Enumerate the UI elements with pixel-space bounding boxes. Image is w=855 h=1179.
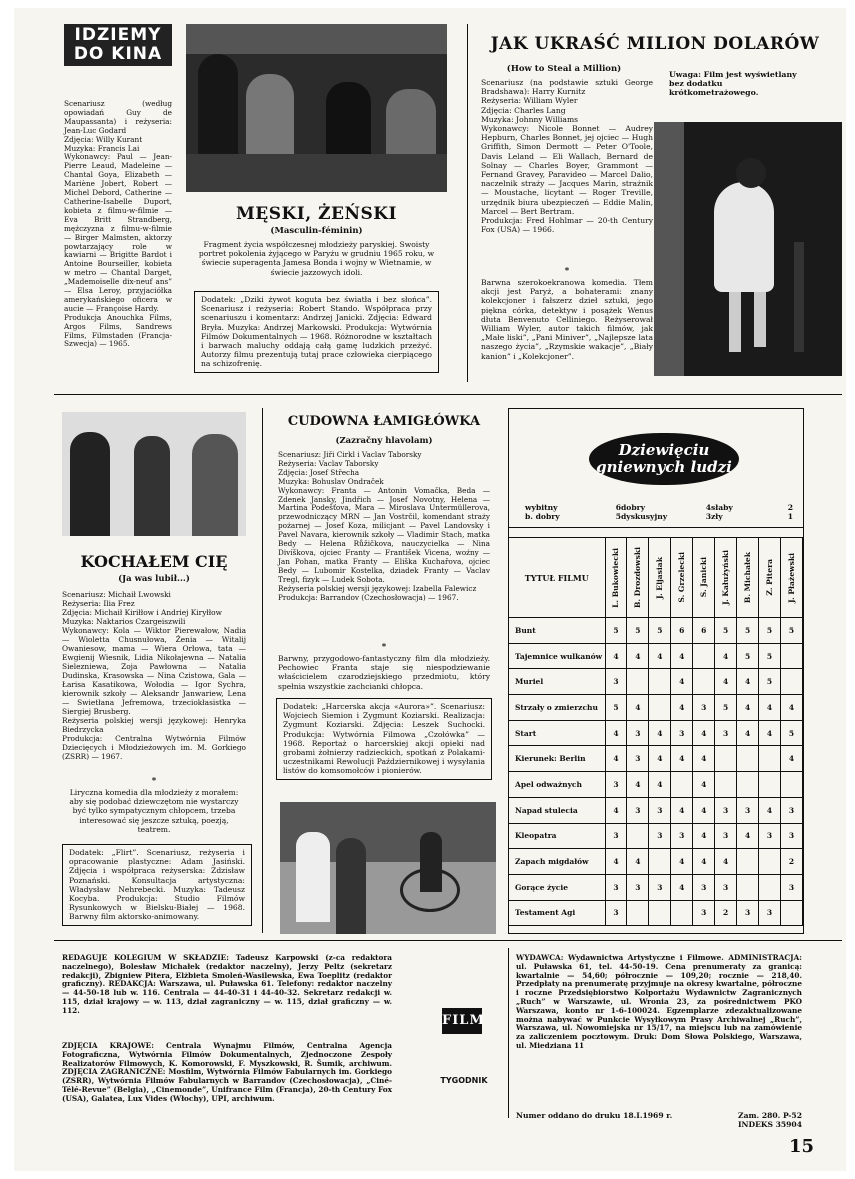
rating-score: 3 xyxy=(649,797,671,823)
rating-score: 5 xyxy=(781,720,803,746)
rating-legend-cell: b. dobry xyxy=(525,512,560,521)
rating-score: 5 xyxy=(781,618,803,644)
rating-score: 5 xyxy=(605,695,627,721)
film-logo xyxy=(442,1008,485,1034)
rating-score: 3 xyxy=(715,874,737,900)
divider xyxy=(509,527,803,528)
rating-score: 4 xyxy=(759,695,781,721)
cud-desc: Barwny, przygodowo-fantastyczny film dla młodzieży. Pechowiec Franta staje się niespodziewanie właścicielem czarodziejskiego przedmiotu, który spełnia wszystkie zachcianki chłopca. xyxy=(278,654,490,691)
rating-score xyxy=(737,746,759,772)
rating-score: 3 xyxy=(781,874,803,900)
kocha-credits: Scenariusz: Michaił Lwowski Reżyseria: Ilia Frez Zdjęcia: Michaił Kiriłłow i Andriej Kiryłłow Muzyka: Naktarios Czargeiszwili Wykonawcy: Kola — Wiktor Pierewałow, Nadia — Wioletta Chusnułowa, Żenia — Witalij Owaniesow, mama — Wiera Orłowa, tata — Ewgienij Wiesnik, Lidia Nikołajewna — Natalia Sielezniewa, Zoja Pawłowna — Natalia Dudinska, Krasowska — Nina Czistowa, Gala — Łarisa Kasatikowa, Wołodia — Igor Sychra, kierownik szkoły — Aleksandr Janwariew, Lena — Swietłana Jefremowa, trzeciokłasistka — Siergiej Brusberg. Reżyseria polskiej wersji językowej: Henryka Biedrzycka Produkcja: Centralna Wytwórnia Filmów Dziecięcych i Młodzieżowych im. M. Gorkiego (ZSRR) — 1967. xyxy=(62,590,246,761)
rating-film-title: Zapach migdałów xyxy=(509,849,605,875)
film-logo-text: FILM xyxy=(442,1013,485,1028)
rating-score xyxy=(781,643,803,669)
rating-row xyxy=(509,746,803,772)
divider xyxy=(262,408,263,933)
rating-film-title: Napad stulecia xyxy=(509,797,605,823)
rating-score xyxy=(759,746,781,772)
meski-addon-box: Dodatek: „Dziki żywot koguta bez światła i bez słońca”. Scenariusz i reżyseria: Robert Stando. Współpraca przy scenariuszu i komentarz: Andrzej Janicki. Zdjęcia: Edward Bryła. Muzyka: Andrzej Markowski. Produkcja: Wytwórnia Filmów Dokumentalnych — 1968. Różnorodne w kształtach i barwach maluchy oddają całą gamę ludzkich przeżyć. Autorzy filmu prezentują tutaj prace człowieka cierpiącego na schizofrenię. xyxy=(194,291,439,373)
cud-subtitle: (Zazračny hlavolam) xyxy=(335,436,433,446)
rating-score: 3 xyxy=(649,874,671,900)
rating-score xyxy=(693,669,715,695)
rating-row xyxy=(509,823,803,849)
rating-legend-row xyxy=(525,503,793,512)
jak-desc: Barwna szerokoekranowa komedia. Tłem akcji jest Paryż, a bohaterami: znany kolekcjoner i fałszerz dzieł sztuki, jego piękna córka, detektyw i posążek Wenus dłuta Benvenuto Celliniego. Reżyserował William Wyler, autor takich filmów, jak „Małe liski”, „Pani Miniver”, „Najlepsze lata naszego życia”, „Rzymskie wakacje”, „Biały kanion” i „Kolekcjoner”. xyxy=(481,278,653,361)
rating-score: 4 xyxy=(693,849,715,875)
critic-name-text: B. Drozdowski xyxy=(632,546,642,608)
rating-score: 4 xyxy=(737,823,759,849)
rating-row xyxy=(509,874,803,900)
rating-score: 4 xyxy=(605,643,627,669)
rating-score: 3 xyxy=(605,900,627,926)
rating-score: 6 xyxy=(693,618,715,644)
rating-film-title: Muriel xyxy=(509,669,605,695)
critic-name-text: L. Bukowiecki xyxy=(610,547,620,608)
rating-score: 3 xyxy=(715,720,737,746)
rating-score: 3 xyxy=(781,823,803,849)
rating-score xyxy=(737,849,759,875)
rating-score: 4 xyxy=(759,720,781,746)
rating-score: 4 xyxy=(715,643,737,669)
rating-score: 5 xyxy=(715,695,737,721)
rating-score: 4 xyxy=(627,643,649,669)
cud-addon-box: Dodatek: „Harcerska akcja «Aurora»”. Scenariusz: Wojciech Siemion i Zygmunt Koziarski. Realizacja: Zygmunt Koziarski. Zdjęcia: Leszek Suchocki. Produkcja: Wytwórnia Filmowa „Czołówka” — 1968. Reportaż o harcerskiej akcji opieki nad grobami żołnierzy radzieckich, spotkań z Polakami-uczestnikami Rewolucji Październikowej i wysyłania listów do komsomołców i pionierów. xyxy=(276,698,492,780)
rating-score: 4 xyxy=(737,695,759,721)
rating-score: 3 xyxy=(759,900,781,926)
rating-legend-cell: 3 xyxy=(705,512,711,521)
rating-row xyxy=(509,618,803,644)
critic-name xyxy=(671,538,693,618)
rating-score: 3 xyxy=(605,823,627,849)
rating-score: 5 xyxy=(649,618,671,644)
critic-name-text: S. Grzelecki xyxy=(676,552,686,603)
footer-numer: Numer oddano do druku 18.I.1969 r. xyxy=(516,1111,673,1120)
rating-score xyxy=(693,643,715,669)
footer-zdjecia: ZDJĘCIA KRAJOWE: Centrala Wynajmu Filmów, Centralna Agencja Fotograficzna, Wytwórnia Filmów Dokumentalnych, Zjednoczone Zespoły Realizatorów Filmowych, K. Komorowski, F. Myszkowski, R. Šumik, archiwum. ZDJĘCIA ZAGRANICZNE: Mosfilm, Wytwórnia Filmów Fabularnych im. Gorkiego (ZSRR), Wytwórnia Filmów Fabularnych w Barrandov (Czechosłowacja), „Ciné-Télé-Revue” (Belgia), „Cinemonde”, Unifrance Film (Francja), 20-th Century Fox (USA), Galatea, Lux Vides (Włochy), UPI, archiwum. xyxy=(62,1041,392,1103)
rating-score: 4 xyxy=(781,746,803,772)
rating-score xyxy=(627,669,649,695)
rating-score: 5 xyxy=(605,618,627,644)
rating-score: 3 xyxy=(715,823,737,849)
rating-legend-cell: słaby xyxy=(711,503,733,512)
rating-score xyxy=(715,746,737,772)
rating-score: 3 xyxy=(605,669,627,695)
rating-score: 4 xyxy=(737,720,759,746)
rating-film-title: Kierunek: Berlin xyxy=(509,746,605,772)
rating-score: 4 xyxy=(671,849,693,875)
rating-score: 3 xyxy=(627,797,649,823)
rating-score xyxy=(671,772,693,798)
rating-legend-cell: 6 xyxy=(615,503,621,512)
critic-name xyxy=(693,538,715,618)
rating-score xyxy=(715,772,737,798)
rating-score: 4 xyxy=(627,695,649,721)
rating-score: 4 xyxy=(671,643,693,669)
rating-legend-cell: 4 xyxy=(705,503,711,512)
rating-score: 3 xyxy=(715,797,737,823)
rating-score: 4 xyxy=(649,772,671,798)
divider xyxy=(54,394,842,395)
footer-wydawca: WYDAWCA: Wydawnictwa Artystyczne i Filmowe. ADMINISTRACJA: ul. Puławska 61, tel. 44-50-19. Cena prenumeraty za granicą: kwartalnie — 54,60; półrocznie — 109,20; rocznie — 218,40. Przedpłaty na prenumeratę przyjmuje na okresy kwartalne, półroczne i roczne Przedsiębiorstwo Kolportażu Wydawnictw Zagranicznych „Ruch” w Warszawie, ul. Wronia 23, za pośrednictwem PKO Warszawa, konto nr 1-6-100024. Egzemplarze zdezaktualizowane można nabywać w Punkcie Wysyłkowym Prasy Archiwalnej „Ruch”, Warszawa, ul. Nowomiejska nr 15/17, na miejscu lub na zamówienie za zaliczeniem pocztowym. Druk: Dom Słowa Polskiego, Warszawa, ul. Miedziana 11 xyxy=(516,953,802,1050)
rating-score xyxy=(649,900,671,926)
rating-legend-cell: 5 xyxy=(615,512,621,521)
rating-score: 4 xyxy=(649,643,671,669)
rating-score xyxy=(781,669,803,695)
rating-score: 3 xyxy=(693,874,715,900)
rating-score: 4 xyxy=(693,797,715,823)
footer-redakcja: REDAGUJE KOLEGIUM W SKŁADZIE: Tadeusz Karpowski (z-ca redaktora naczelnego), Bolesław Michałek (redaktor naczelny), Jerzy Peltz (sekretarz redakcji), Zbigniew Pitera, Elżbieta Smoleń-Wasilewska, Ewa Toeplitz (redaktor graficzny). REDAKCJA: Warszawa, ul. Puławska 61. Telefony: redaktor naczelny — 44-50-18 lub w. 116. Centrala — 44-40-31 i 44-40-32. Sekretarz redakcji w. 115, dział krajowy — w. 113, dział zagraniczny — w. 115, dział graficzny — w. 112. xyxy=(62,953,392,1015)
rating-score: 5 xyxy=(737,643,759,669)
rating-score: 3 xyxy=(605,772,627,798)
rating-legend-row xyxy=(525,512,793,521)
rating-score: 3 xyxy=(649,823,671,849)
meski-desc: Fragment życia współczesnej młodzieży paryskiej. Swoisty portret pokolenia żyjącego w Paryżu w grudniu 1965 roku, w świecie superagenta Jamesa Bonda i wojny w Wietnamie, w świecie jazzowych idoli. xyxy=(198,240,435,277)
page-number: 15 xyxy=(788,1136,814,1157)
critic-name-text: J. Eljasiak xyxy=(654,556,664,599)
rating-score: 3 xyxy=(671,720,693,746)
rating-score xyxy=(781,772,803,798)
rating-row xyxy=(509,720,803,746)
rating-score xyxy=(649,669,671,695)
rating-score: 4 xyxy=(627,772,649,798)
rating-score: 2 xyxy=(715,900,737,926)
rating-score xyxy=(627,900,649,926)
kocha-subtitle: (Ja was lubił...) xyxy=(118,574,190,584)
divider xyxy=(508,948,509,1118)
rating-film-title: Apel odważnych xyxy=(509,772,605,798)
critic-name-text: J. Kałużyński xyxy=(720,550,730,605)
rating-score: 6 xyxy=(671,618,693,644)
rating-score: 5 xyxy=(759,618,781,644)
kocha-addon-box: Dodatek: „Flirt”. Scenariusz, reżyseria i opracowanie plastyczne: Adam Jasiński. Zdjęcia i współpraca reżyserska: Zdzisław Poznański. Konsultacja artystyczna: Władysław Nehrebecki. Muzyka: Tadeusz Kocyba. Produkcja: Studio Filmów Rysunkowych w Bielsku-Białej — 1968. Barwny film aktorsko-animowany. xyxy=(62,844,252,926)
rating-legend-cell: dobry xyxy=(621,503,646,512)
rating-legend-cell: 2 xyxy=(787,503,793,512)
meski-photo xyxy=(186,24,447,192)
rating-score: 4 xyxy=(605,720,627,746)
rating-score: 3 xyxy=(737,900,759,926)
rating-film-title: Bunt xyxy=(509,618,605,644)
rating-row xyxy=(509,695,803,721)
cud-credits: Scenariusz: Jiři Cirkl i Vaclav Taborsky Reżyseria: Vaclav Taborsky Zdjęcia: Josef Střecha Muzyka: Bohuslav Ondraček Wykonawcy: Franta — Antonin Vomačka, Beda — Zdenek Jansky, Jindřich — Josef Novotny, Helena — Martina Podešťova, Mara — Miroslava Untermüllerova, przewodniczący MRN — Jan Vostrčil, komendant straży pożarnej — Josef Koza, milicjant — Pavel Landovsky i Pavel Navara, kierownik szkoły — Vladimir Stach, matka Bedy — Helena Růžičkova, nauczycielka — Nina Divíškova, ojciec Franty — František Vicena, woźny — Jan Pohan, matka Franty — Eliška Kuchařova, ojciec Bedy — Lubomir Kostelka, dziadek Franty — Vaclav Tregl, fizyk — Ludek Sobota. Reżyseria polskiej wersji językowej: Izabella Falewicz Produkcja: Barrandov (Czechosłowacja) — 1967. xyxy=(278,450,490,602)
rating-legend-cell: wybitny xyxy=(525,503,558,512)
rating-legend-cell: dyskusyjny xyxy=(621,512,668,521)
rating-score: 3 xyxy=(759,823,781,849)
rating-panel xyxy=(508,408,804,934)
footer-zam: Zam. 280. P-52 xyxy=(738,1111,802,1120)
cud-star: * xyxy=(381,642,387,652)
rating-row xyxy=(509,669,803,695)
rating-score: 4 xyxy=(627,849,649,875)
jak-note: Uwaga: Film jest wyświetlany bez dodatku krótkometrażowego. xyxy=(669,70,797,97)
rating-score: 4 xyxy=(693,720,715,746)
rating-score: 4 xyxy=(605,746,627,772)
rating-score: 3 xyxy=(737,797,759,823)
rating-badge-line1: Dziewięciu xyxy=(618,441,710,459)
rating-row xyxy=(509,900,803,926)
kocha-photo xyxy=(62,412,246,536)
rating-score xyxy=(759,874,781,900)
rating-score xyxy=(737,772,759,798)
logo-line1: IDZIEMY xyxy=(74,25,162,45)
rating-score: 3 xyxy=(781,797,803,823)
rating-score: 3 xyxy=(627,720,649,746)
rating-header-row xyxy=(509,538,803,618)
rating-row xyxy=(509,797,803,823)
rating-film-title: Tajemnice wulkanów xyxy=(509,643,605,669)
rating-score xyxy=(781,900,803,926)
rating-score: 4 xyxy=(671,669,693,695)
rating-score xyxy=(649,695,671,721)
rating-score: 4 xyxy=(715,849,737,875)
rating-score xyxy=(649,849,671,875)
rating-score: 3 xyxy=(693,695,715,721)
rating-score: 5 xyxy=(715,618,737,644)
rating-score xyxy=(737,874,759,900)
rating-score xyxy=(627,823,649,849)
rating-score xyxy=(671,900,693,926)
critic-name xyxy=(605,538,627,618)
rating-score: 5 xyxy=(737,618,759,644)
jak-subtitle: (How to Steal a Million) xyxy=(506,64,622,74)
rating-badge-line2: gniewnych ludzi xyxy=(596,458,732,476)
rating-score: 3 xyxy=(627,874,649,900)
rating-badge xyxy=(589,433,739,485)
critic-name-text: B. Michałek xyxy=(742,551,752,604)
meski-title: MĘSKI, ŻEŃSKI xyxy=(235,204,398,224)
rating-score: 3 xyxy=(693,900,715,926)
rating-score: 4 xyxy=(605,797,627,823)
tygodnik-label: TYGODNIK xyxy=(440,1076,488,1085)
rating-score: 5 xyxy=(759,643,781,669)
rating-score: 4 xyxy=(649,746,671,772)
rating-head-title: TYTUŁ FILMU xyxy=(509,538,605,618)
rating-score: 5 xyxy=(627,618,649,644)
rating-row xyxy=(509,772,803,798)
rating-score: 4 xyxy=(671,874,693,900)
rating-score: 3 xyxy=(627,746,649,772)
footer-indeks: INDEKS 35904 xyxy=(737,1120,802,1129)
meski-credits: Scenariusz (według opowiadań Guy de Maupassanta) i reżyseria: Jean-Luc Godard Zdjęcia: Willy Kurant Muzyka: Francis Lai Wykonawcy: Paul — Jean-Pierre Leaud, Madeleine — Chantal Goya, Elizabeth — Mariène Jobert, Robert — Michel Debord, Catherine — Catherine-Isabelle Duport, kobieta z filmu-w-filmie — Eva Britt Strandberg, mężczyzna z filmu-w-filmie — Birger Malmsten, aktorzy powtarzający role w kawiarni — Brigitte Bardot i Antoine Bourseiller, kobieta w metro — Chantal Darget, „Mademoiselle dix-neuf ans” — Elsa Leroy, przyjaciółka amerykańskiego oficera w aucie — Françoise Hardy. Produkcja Anouchka Films, Argos Films, Sandrews Films, Filmstaden (Francja-Szwecja) — 1965. xyxy=(64,99,172,349)
rating-score: 2 xyxy=(781,849,803,875)
rating-score: 3 xyxy=(671,823,693,849)
critic-name-text: J. Płażewski xyxy=(786,552,796,603)
rating-score: 4 xyxy=(759,797,781,823)
critic-name xyxy=(649,538,671,618)
jak-credits: Scenariusz (na podstawie sztuki George Bradshawa): Harry Kurnitz Reżyseria: William Wyler Zdjęcia: Charles Lang Muzyka: Johnny Williams Wykonawcy: Nicole Bonnet — Audrey Hepburn, Charles Bonnet, jej ojciec — Hugh Griffith, Simon Dermott — Peter O'Toole, Davis Leland — Eli Wallach, Bernard de Solnay — Charles Boyer, Grammont — Fernand Gravey, Paravideo — Marcel Dalio, naczelnik straży — Jacques Marin, strażnik — Moustache, licytant — Roger Treville, urzędnik biura ubezpieczeń — Eddie Malin, Marcel — Bert Bertram. Produkcja: Fred Hohlmar — 20-th Century Fox (USA) — 1966. xyxy=(481,78,653,235)
divider xyxy=(467,24,468,382)
rating-score: 4 xyxy=(693,746,715,772)
rating-row xyxy=(509,849,803,875)
jak-star: * xyxy=(564,266,570,276)
rating-score: 4 xyxy=(605,849,627,875)
critic-name-text: Z. Pitera xyxy=(764,559,774,596)
critic-name xyxy=(759,538,781,618)
critic-name-text: S. Janicki xyxy=(698,557,708,598)
meski-subtitle: (Masculin-féminin) xyxy=(270,226,363,236)
jak-photo xyxy=(654,122,842,376)
rating-score: 4 xyxy=(693,772,715,798)
rating-film-title: Strzały o zmierzchu xyxy=(509,695,605,721)
rating-legend-cell: zły xyxy=(711,512,723,521)
rating-score: 4 xyxy=(671,797,693,823)
logo-line2: DO KINA xyxy=(73,44,163,64)
critic-name xyxy=(627,538,649,618)
kocha-desc: Liryczna komedia dla młodzieży z morałem: aby się podobać dziewczętom nie wystarczy być tylko sympatycznym chłopcem, trzeba interesować się jeszcze sztuką, poezją, teatrem. xyxy=(69,788,239,834)
critic-name xyxy=(715,538,737,618)
rating-score: 4 xyxy=(671,695,693,721)
rating-legend-cell: 1 xyxy=(787,512,793,521)
magazine-page xyxy=(14,8,846,1171)
rating-score: 4 xyxy=(693,823,715,849)
rating-score: 3 xyxy=(605,874,627,900)
rating-score xyxy=(759,849,781,875)
kocha-star: * xyxy=(151,776,157,786)
rating-table xyxy=(509,537,803,926)
rating-score: 4 xyxy=(715,669,737,695)
divider xyxy=(54,940,842,941)
rating-film-title: Gorące życie xyxy=(509,874,605,900)
critic-name xyxy=(781,538,803,618)
rating-score: 4 xyxy=(781,695,803,721)
rating-film-title: Testament Agi xyxy=(509,900,605,926)
kocha-title: KOCHAŁEM CIĘ xyxy=(80,552,228,571)
cud-title: CUDOWNA ŁAMIGŁÓWKA xyxy=(287,414,481,429)
section-logo xyxy=(64,24,172,66)
rating-score: 4 xyxy=(649,720,671,746)
rating-film-title: Start xyxy=(509,720,605,746)
cud-photo xyxy=(280,802,496,934)
rating-row xyxy=(509,643,803,669)
rating-film-title: Kleopatra xyxy=(509,823,605,849)
rating-legend xyxy=(525,503,793,521)
rating-score: 4 xyxy=(671,746,693,772)
rating-score: 5 xyxy=(759,669,781,695)
rating-score: 4 xyxy=(737,669,759,695)
critic-name xyxy=(737,538,759,618)
rating-score xyxy=(759,772,781,798)
jak-title: JAK UKRAŚĆ MILION DOLARÓW xyxy=(490,34,820,54)
